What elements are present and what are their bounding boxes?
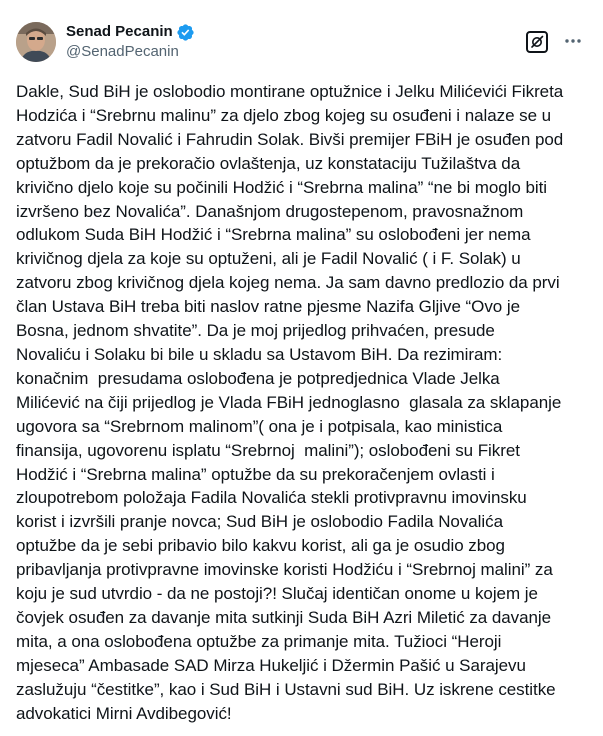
verified-badge-icon[interactable] [176,23,195,42]
display-name[interactable]: Senad Pecanin [66,23,173,40]
name-row [66,22,195,42]
author-block [66,22,195,62]
more-button[interactable] [562,30,584,52]
avatar-image [16,22,56,62]
handle[interactable]: @SenadPecanin [66,43,179,60]
more-icon [564,38,582,44]
grok-button[interactable] [526,31,548,53]
avatar[interactable] [16,22,56,62]
tweet-text: Dakle, Sud BiH je oslobodio montirane optužnice i Jelku Milićevići Fikreta Hodzića i “Srebrnu malinu” za djelo zbog kojeg su osuđeni i nalaze se u zatvoru Fadil Novalić i Fahrudin Solak. Bivši premijer FBiH je osuđen pod optužbom da je prekoračio ovlaštenja, uz konstataciju Tužilaštva da krivično djelo koje su počinili Hodžić i “Srebrna malina” “ne bi moglo biti izvršeno bez Novalića”. Današnjom drugostepenom, pravosnažnom odlukom Suda BiH Hodžić i “Srebrna malina” su oslobođeni jer nema krivičnog djela za koje su optuženi, ali je Fadil Novalić ( i F. Solak) u zatvoru zbog krivičnog djela kojeg nema. Ja sam davno predlozio da prvi član Ustava BiH treba biti naslov ratne pjesme Nazifa Gljive “Ovo je Bosna, jednom shvatite”. Da je moj prijedlog prihvaćen, presude Novaliću i Solaku bi bile u skladu sa Ustavom BiH. Da rezimiram: konačnim presudama oslobođena je potpredjednica Vlade Jelka Milićević na čiji prijedlog je Vlada FBiH jednoglasno glasala za sklapanje ugovora sa “Srebrnom malinom”( ona je i potpisala, kao ministica finansija, ugovorenu isplatu “Srebrnoj malini”); oslobođeni su Fikret Hodžić i “Srebrna malina” optužbe da su prekoračenjem ovlasti i zloupotrebom položaja Fadila Novalića stekli protivpravnu imovinsku korist i izvršili pranje novca; Sud BiH je oslobodio Fadila Novalića optužbe da je sebi pribavio bilo kakvu korist, ali ga je osudio zbog pribavljanja protivpravne imovinske koristi Hodžiću i “Srebrnoj malini” za koju je sud utvrdio - da ne postoji?! Slučaj identičan onome u kojem je čovjek osuđen za davanje mita sutkinji Suda BiH Azri Miletić za davanje mita, a ona oslobođena optužbe za primanje mita. Tužioci “Heroji mjeseca” Ambasade SAD Mirza Hukeljić i Džermin Pašić u Sarajevu zaslužuju “čestitke”, kao i Sud BiH i Ustavni sud BiH. Uz iskrene cestitke advokatici Mirni Avdibegović! [16,82,564,723]
grok-icon [530,35,544,49]
